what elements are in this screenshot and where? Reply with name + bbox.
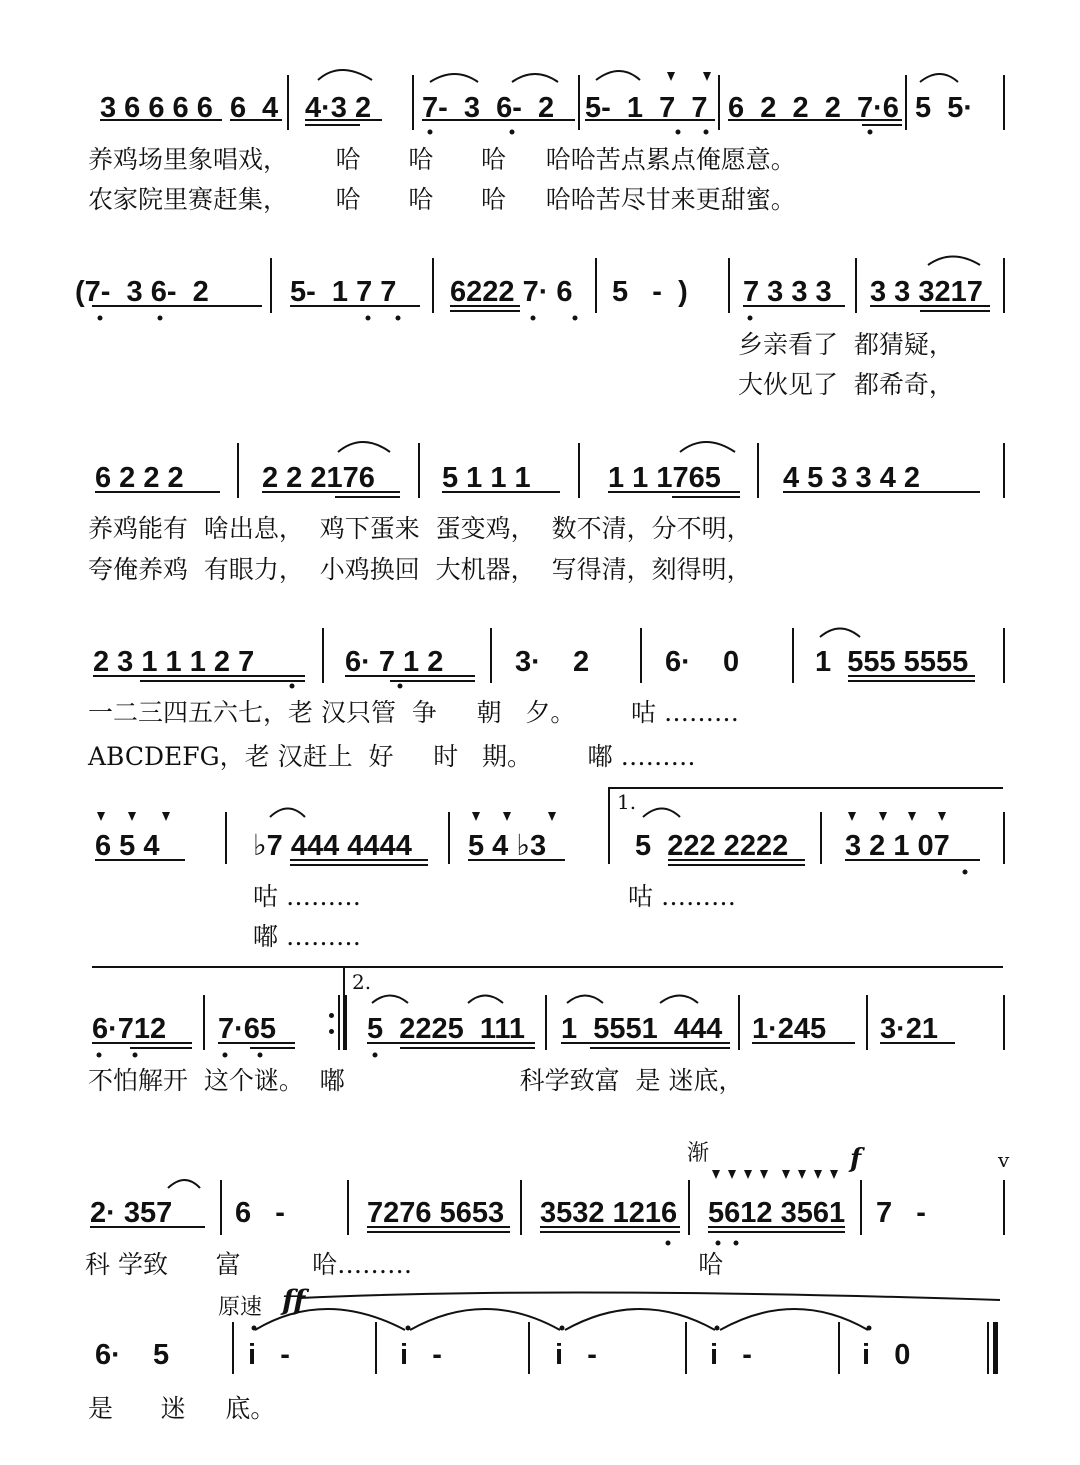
bar-line — [757, 443, 759, 498]
note-group: 2· 357 — [90, 1197, 173, 1229]
volta-1-label: 1. — [617, 790, 637, 814]
note-group: 4 — [262, 92, 279, 124]
note-group: 5 - ) — [612, 276, 688, 308]
bar-line — [1003, 812, 1005, 864]
note-group: 5612 3561 — [708, 1197, 846, 1229]
lyric-line: 养鸡能有 啥出息， 鸡下蛋来 蛋变鸡， 数不清，分不明， — [88, 514, 752, 543]
bar-line — [838, 1322, 840, 1374]
bar-line — [448, 812, 450, 864]
tempo-primo-marking: 原速 — [218, 1295, 263, 1320]
system-6-notes — [0, 1009, 1080, 1049]
bar-line — [728, 258, 730, 313]
gradual-marking: 渐 — [687, 1141, 710, 1166]
bar-line — [237, 443, 239, 498]
note-group: 5- 1 7 7 — [290, 276, 397, 308]
bar-line — [578, 75, 580, 130]
lyric-line: 咕 ……… — [253, 882, 361, 911]
bar-line — [490, 628, 492, 683]
final-bar-thick — [993, 1322, 998, 1374]
repeat-bar-heavy — [343, 995, 347, 1050]
bar-line — [225, 812, 227, 864]
bar-line — [608, 812, 610, 864]
bar-line — [1003, 995, 1005, 1050]
bar-line — [287, 75, 289, 130]
final-bar-thin — [987, 1322, 989, 1374]
repeat-bar-thick — [338, 995, 340, 1050]
note-group: 1 5551 444 — [561, 1013, 723, 1045]
bar-line — [270, 258, 272, 313]
note-group: 7276 5653 — [367, 1197, 505, 1229]
bar-line — [203, 995, 205, 1050]
lyric-line: 咕 ……… — [628, 882, 736, 911]
system-1-notes — [0, 88, 1080, 128]
note-group: i - — [248, 1339, 290, 1371]
bar-line — [578, 443, 580, 498]
note-group: i - — [710, 1339, 752, 1371]
note-group: 6· 0 — [665, 646, 740, 678]
note-group: 4·3 2 — [305, 92, 372, 124]
bar-line — [860, 1180, 862, 1235]
bar-line — [718, 75, 720, 130]
note-group: 3 3 3217 — [870, 276, 983, 308]
bar-line — [220, 1180, 222, 1235]
note-group: 4 5 3 3 4 2 — [783, 462, 921, 494]
bar-line — [418, 443, 420, 498]
system-4-notes — [0, 642, 1080, 682]
repeat-dot — [329, 1013, 334, 1018]
note-group: 7·65 — [218, 1013, 277, 1045]
note-group: 3 2 1 07 — [845, 830, 950, 862]
note-group: i - — [555, 1339, 597, 1371]
bar-line — [738, 995, 740, 1050]
system-8-notes — [0, 1335, 1080, 1375]
bar-line — [412, 75, 414, 130]
note-group: 5- 1 7 7 — [585, 92, 708, 124]
bar-line — [688, 1180, 690, 1235]
note-group: i 0 — [862, 1339, 911, 1371]
note-group: 7 3 3 3 — [743, 276, 832, 308]
note-group: 6222 7· 6 — [450, 276, 573, 308]
note-group: 6· 7 1 2 — [345, 646, 444, 678]
note-group: 1·245 — [752, 1013, 827, 1045]
lyric-line: ABCDEFG，老 汉赶上 好 时 期。 嘟 ……… — [88, 742, 696, 771]
note-group: 2 3 1 1 1 2 7 — [93, 646, 255, 678]
bar-line — [520, 1180, 522, 1235]
note-group: (7- 3 6- 2 — [75, 276, 209, 308]
bar-line — [528, 1322, 530, 1374]
note-group: 3·21 — [880, 1013, 939, 1045]
note-group: 5 5· — [915, 92, 974, 124]
bar-line — [1003, 628, 1005, 683]
repeat-dot — [329, 1029, 334, 1034]
bar-line — [820, 812, 822, 864]
note-group: 6 — [230, 92, 247, 124]
note-group: 2 2 2176 — [262, 462, 375, 494]
note-group: 1 1 1765 — [608, 462, 721, 494]
note-group: 6 2 2 2 7·6 — [728, 92, 899, 124]
system-3-notes — [0, 458, 1080, 498]
forte-marking: f — [850, 1144, 862, 1174]
bar-line — [1003, 75, 1005, 130]
bar-line — [866, 995, 868, 1050]
lyric-line: 一二三四五六七，老 汉只管 争 朝 夕。 咕 ……… — [88, 698, 739, 727]
note-group: 6· 5 — [95, 1339, 170, 1371]
lyric-line: 农家院里赛赶集， 哈 哈 哈 哈哈苦尽甘来更甜蜜。 — [88, 185, 796, 214]
bar-line — [855, 258, 857, 313]
breath-marking: v — [998, 1148, 1010, 1172]
fortissimo-marking: ff — [282, 1284, 306, 1317]
bar-line — [432, 258, 434, 313]
lyric-line: 科 学致 富 哈……… 哈 — [85, 1250, 724, 1279]
lyric-line: 不怕解开 这个谜。 嘟 科学致富 是 迷底， — [88, 1066, 744, 1095]
lyric-line: 乡亲看了 都猜疑， — [738, 330, 954, 359]
note-group: 6 2 2 2 — [95, 462, 184, 494]
note-group: ♭7 444 4444 — [253, 830, 412, 862]
note-group: 6 5 4 — [95, 830, 160, 862]
volta-span-line — [92, 966, 1003, 968]
note-group: 5 222 2222 — [635, 830, 789, 862]
bar-line — [375, 1322, 377, 1374]
note-group: 5 4 ♭3 — [468, 830, 547, 862]
volta-1-line — [608, 787, 1003, 789]
lyric-line: 是 迷 底。 — [88, 1394, 276, 1423]
note-group: 6·712 — [92, 1013, 167, 1045]
bar-line — [1003, 443, 1005, 498]
note-group: 7- 3 6- 2 — [422, 92, 555, 124]
bar-line — [595, 258, 597, 313]
bar-line — [322, 628, 324, 683]
note-group: 7 - — [876, 1197, 926, 1229]
note-group: 5 1 1 1 — [442, 462, 531, 494]
system-5-notes — [0, 826, 1080, 866]
note-group: 3 6 6 6 6 — [100, 92, 213, 124]
bar-line — [1003, 1180, 1005, 1235]
bar-line — [905, 75, 907, 130]
note-group: i - — [400, 1339, 442, 1371]
bar-line — [640, 628, 642, 683]
lyric-line: 嘟 ……… — [253, 922, 361, 951]
crescendo-line — [300, 1292, 1000, 1300]
system-7-notes — [0, 1193, 1080, 1233]
note-group: 6 - — [235, 1197, 285, 1229]
lyric-line: 养鸡场里象唱戏， 哈 哈 哈 哈哈苦点累点俺愿意。 — [88, 145, 796, 174]
note-group: 3· 2 — [515, 646, 590, 678]
bar-line — [685, 1322, 687, 1374]
bar-line — [545, 995, 547, 1050]
bar-line — [347, 1180, 349, 1235]
bar-line — [232, 1322, 234, 1374]
lyric-line: 夸俺养鸡 有眼力， 小鸡换回 大机器， 写得清，刻得明， — [88, 555, 752, 584]
volta-2-label: 2. — [352, 970, 372, 994]
note-group: 1 555 5555 — [815, 646, 969, 678]
lyric-line: 大伙见了 都希奇， — [738, 370, 954, 399]
bar-line — [792, 628, 794, 683]
note-group: 3532 1216 — [540, 1197, 678, 1229]
note-group: 5 2225 111 — [367, 1013, 526, 1045]
bar-line — [1003, 258, 1005, 313]
system-2-notes — [0, 272, 1080, 312]
